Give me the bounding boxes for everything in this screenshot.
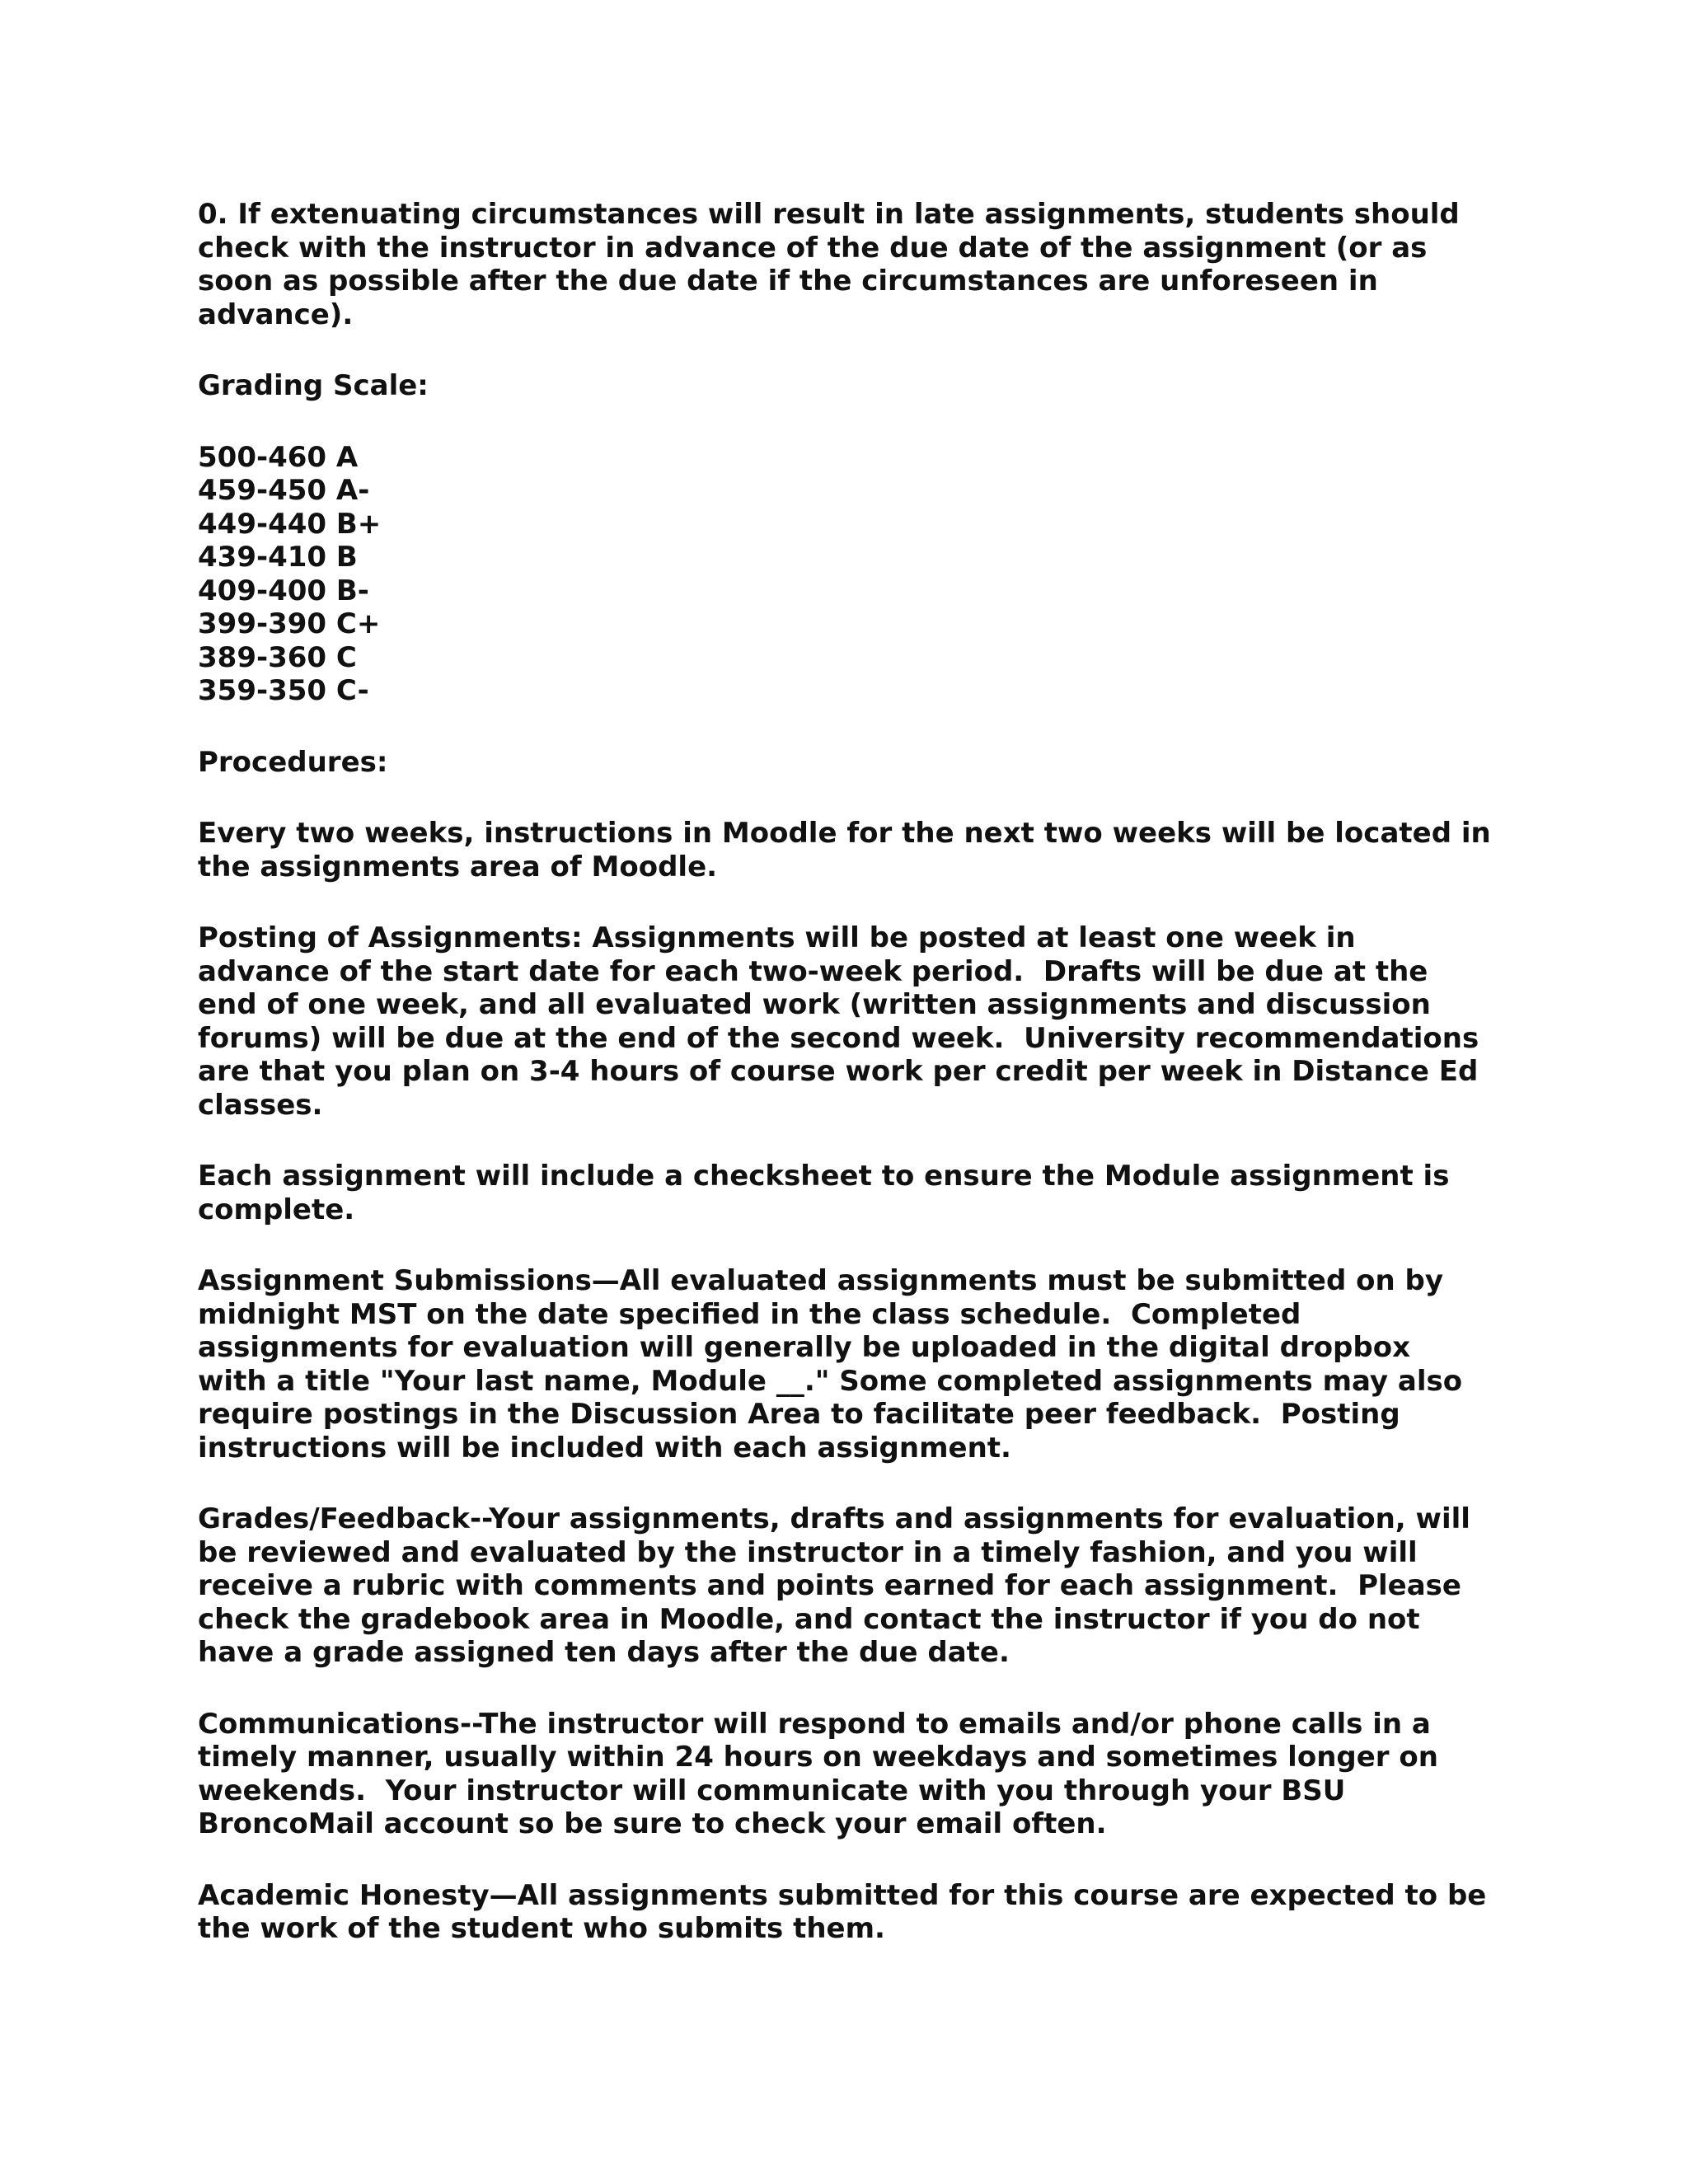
grading-scale-list: [198, 441, 1492, 708]
grading-scale-item: 409-400 B-: [198, 574, 369, 607]
intro-paragraph: 0. If extenuating circumstances will result in late assignments, students should check with the instructor in advance of the due date of the assignment (or as soon as possible after the due date if the circumstances are unforeseen in advance).: [198, 198, 1470, 331]
grading-scale-heading: Grading Scale:: [198, 369, 429, 402]
procedures-paragraph-submissions: Assignment Submissions—All evaluated assignments must be submitted on by midnight MST on the date specified in the class schedule. Completed assignments for evaluation will generally be uploaded in the digital dropbox with a title "Your last name, Module __." Some completed assignments may also require postings in the Discussion Area to facilitate peer feedback. Posting instructions will be included with each assignment.: [198, 1264, 1472, 1465]
procedures-paragraph-honesty: Academic Honesty—All assignments submitted for this course are expected to be the work of the student who submits them.: [198, 1878, 1497, 1945]
grading-scale-item: 500-460 A: [198, 440, 359, 474]
grading-scale-item: 449-440 B+: [198, 507, 382, 541]
grading-scale-item: 459-450 A-: [198, 474, 370, 507]
document-body: [198, 198, 1501, 1984]
grading-scale-item: 389-360 C: [198, 640, 357, 674]
procedures-paragraph-checksheet: Each assignment will include a checksheet to ensure the Module assignment is complete.: [198, 1160, 1460, 1226]
grading-scale-item: 359-350 C-: [198, 674, 369, 707]
grading-scale-item: 439-410 B: [198, 541, 358, 574]
procedures-paragraph-schedule: Every two weeks, instructions in Moodle for the next two weeks will be located in the assignments area of Moodle.: [198, 817, 1501, 883]
procedures-heading: Procedures:: [198, 745, 388, 779]
procedures-paragraph-posting: Posting of Assignments: Assignments will be posted at least one week in advance of the start date for each two-week period. Drafts will be due at the end of one week, and all evaluated work (written assignments and discussion forums) will be due at the end of the second week. University recommendations are that you plan on 3-4 hours of course work per credit per week in Distance Ed classes.: [198, 921, 1489, 1122]
procedures-paragraph-communications: Communications--The instructor will respond to emails and/or phone calls in a timely manner, usually within 24 hours on weekdays and sometimes longer on weekends. Your instructor will communicate with you through your BSU BroncoMail account so be sure to check your email often.: [198, 1707, 1448, 1840]
procedures-paragraph-grades: Grades/Feedback--Your assignments, drafts and assignments for evaluation, will be reviewed and evaluated by the instructor in a timely fashion, and you will receive a rubric with comments and points earned for each assignment. Please check the gradebook area in Moodle, and contact the instructor if you do not have a grade assigned ten days after the due date.: [198, 1502, 1480, 1669]
grading-scale-item: 399-390 C+: [198, 607, 381, 640]
